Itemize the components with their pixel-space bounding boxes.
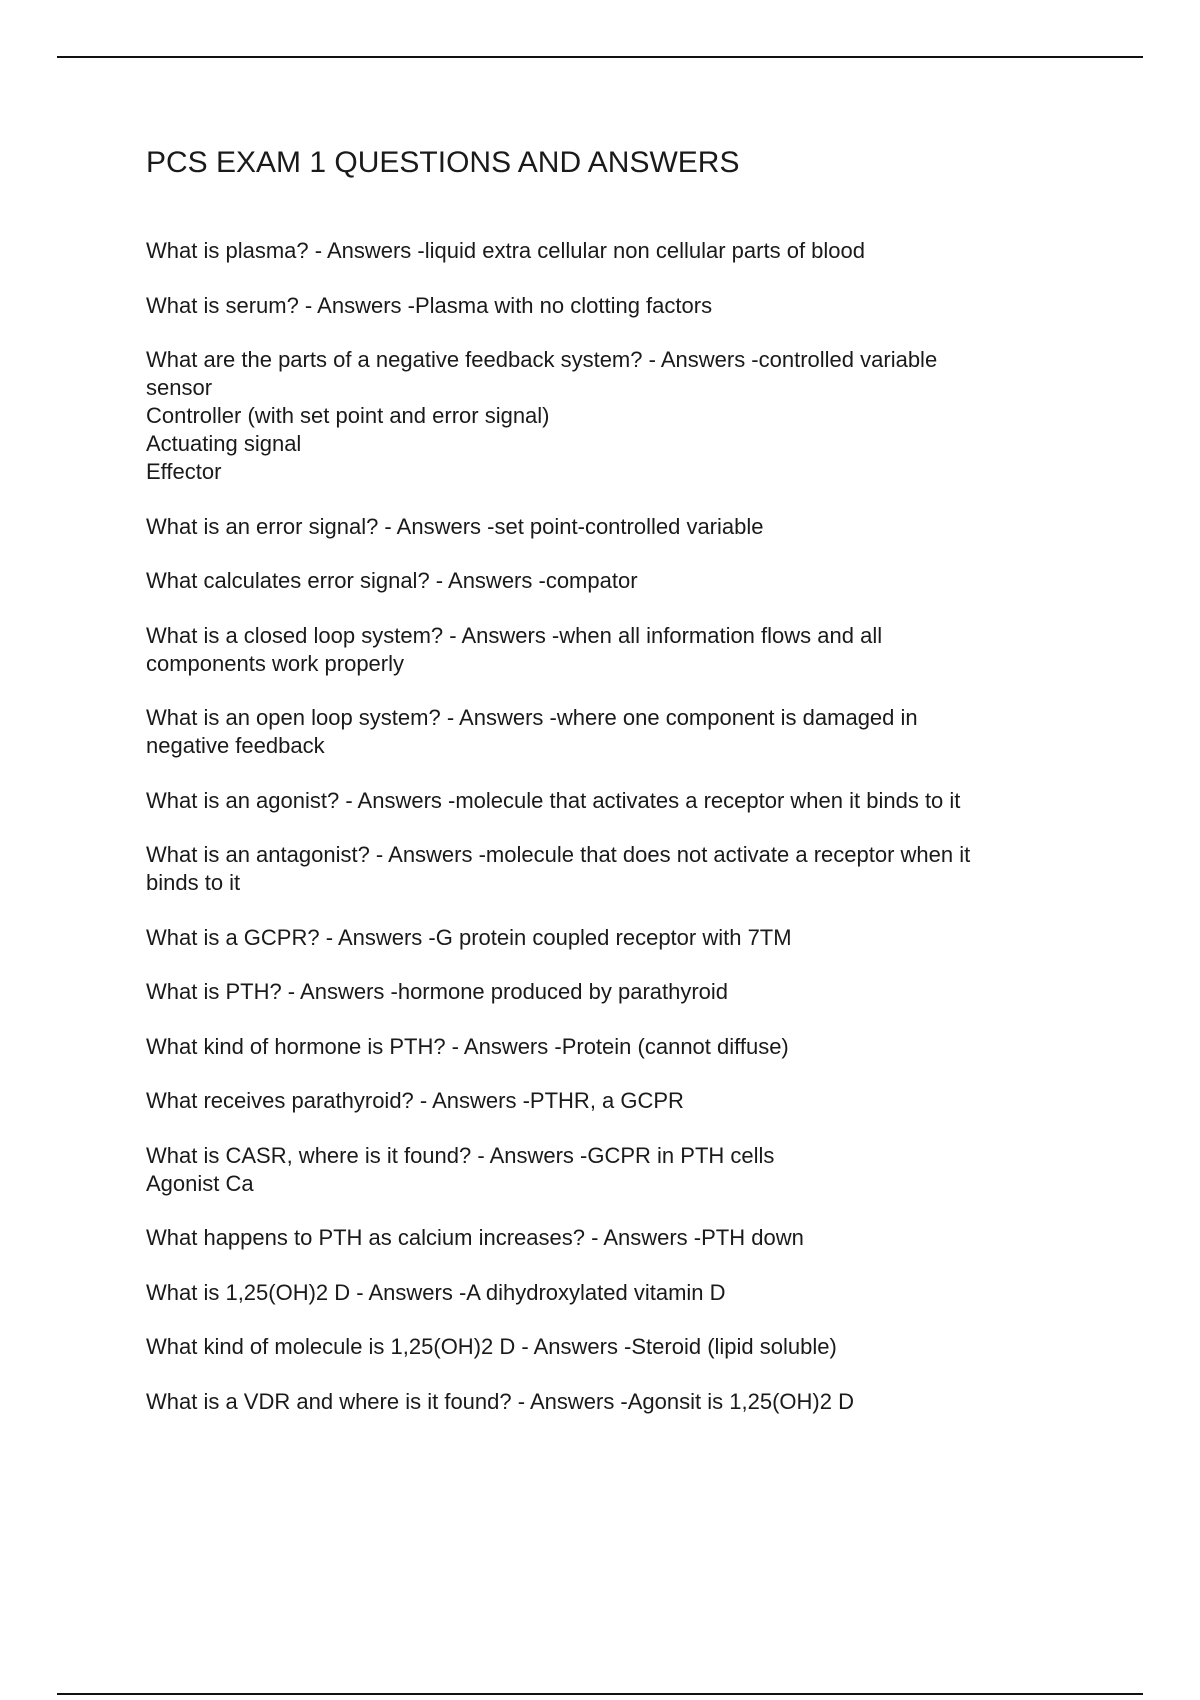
qa-item xyxy=(146,924,1086,952)
qa-question-line: What kind of hormone is PTH? - Answers -Protein (cannot diffuse) xyxy=(146,1033,789,1059)
top-rule xyxy=(57,56,1143,58)
qa-item xyxy=(146,704,1086,760)
qa-list xyxy=(146,237,1086,1442)
qa-item xyxy=(146,292,1086,320)
qa-question-line: What is an agonist? - Answers -molecule that activates a receptor when it binds to it xyxy=(146,787,961,813)
qa-item xyxy=(146,622,1086,678)
qa-answer-line: negative feedback xyxy=(146,733,325,758)
document-title: PCS EXAM 1 QUESTIONS AND ANSWERS xyxy=(146,146,740,179)
qa-item xyxy=(146,1142,1086,1198)
qa-question-line: What is a closed loop system? - Answers -when all information flows and all xyxy=(146,622,883,648)
qa-question-line: What is an antagonist? - Answers -molecule that does not activate a receptor when it xyxy=(146,842,971,867)
qa-item xyxy=(146,841,1086,897)
qa-question-line: What receives parathyroid? - Answers -PTHR, a GCPR xyxy=(146,1088,684,1113)
qa-answer-line: Actuating signal xyxy=(146,431,302,456)
qa-item xyxy=(146,513,1086,541)
qa-item xyxy=(146,1087,1086,1115)
bottom-rule xyxy=(57,1693,1143,1695)
qa-question-line: What is an error signal? - Answers -set point-controlled variable xyxy=(146,513,764,539)
qa-item xyxy=(146,1279,1086,1307)
qa-question-line: What is CASR, where is it found? - Answers -GCPR in PTH cells xyxy=(146,1142,775,1168)
qa-answer-line: Effector xyxy=(146,459,222,484)
qa-question-line: What is plasma? - Answers -liquid extra cellular non cellular parts of blood xyxy=(146,238,865,263)
qa-question-line: What is a VDR and where is it found? - Answers -Agonsit is 1,25(OH)2 D xyxy=(146,1388,854,1414)
qa-answer-line: sensor xyxy=(146,375,213,400)
qa-answer-line: Agonist Ca xyxy=(146,1170,254,1196)
qa-answer-line: Controller (with set point and error signal) xyxy=(146,403,550,428)
qa-answer-line: binds to it xyxy=(146,870,241,895)
qa-item xyxy=(146,787,1086,815)
qa-question-line: What is an open loop system? - Answers -where one component is damaged in xyxy=(146,705,918,730)
qa-item xyxy=(146,237,1086,265)
qa-question-line: What is 1,25(OH)2 D - Answers -A dihydroxylated vitamin D xyxy=(146,1279,726,1305)
qa-question-line: What calculates error signal? - Answers -compator xyxy=(146,568,638,593)
qa-question-line: What kind of molecule is 1,25(OH)2 D - Answers -Steroid (lipid soluble) xyxy=(146,1334,837,1359)
qa-item xyxy=(146,978,1086,1006)
qa-item xyxy=(146,1224,1086,1252)
qa-question-line: What is a GCPR? - Answers -G protein coupled receptor with 7TM xyxy=(146,924,792,950)
qa-question-line: What is serum? - Answers -Plasma with no clotting factors xyxy=(146,292,713,318)
qa-item xyxy=(146,1333,1086,1361)
qa-question-line: What is PTH? - Answers -hormone produced by parathyroid xyxy=(146,979,729,1004)
qa-item xyxy=(146,1033,1086,1061)
qa-item xyxy=(146,1388,1086,1416)
qa-question-line: What happens to PTH as calcium increases? - Answers -PTH down xyxy=(146,1225,804,1250)
qa-answer-line: components work properly xyxy=(146,650,405,676)
qa-item xyxy=(146,567,1086,595)
qa-question-line: What are the parts of a negative feedback system? - Answers -controlled variable xyxy=(146,347,938,372)
qa-item xyxy=(146,346,1086,486)
